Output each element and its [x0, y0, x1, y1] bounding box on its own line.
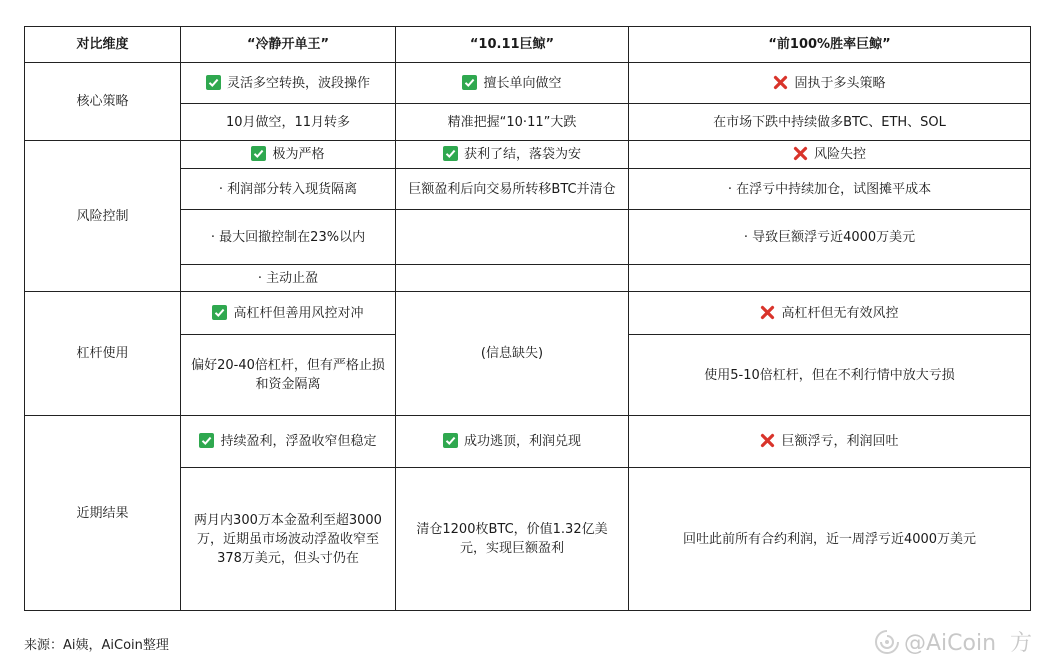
table-cell: (信息缺失) [396, 292, 629, 416]
table-cell [396, 210, 629, 265]
cell-text: 风险失控 [813, 147, 866, 162]
cross-icon [773, 75, 788, 90]
table-cell [629, 141, 1031, 169]
cross-icon [760, 433, 775, 448]
table-cell [396, 416, 629, 468]
leverage-summary-row [25, 292, 1031, 335]
header-trader-b: “10.11巨鲸” [396, 27, 629, 63]
table-cell: 两月内300万本金盈利至超3000万，近期虽市场波动浮盈收窄至378万美元，但头寸仍在 [181, 468, 396, 611]
table-cell [629, 63, 1031, 104]
result-summary-row [25, 416, 1031, 468]
aicoin-logo-icon [874, 629, 900, 655]
header-trader-a: “冷静开单王” [181, 27, 396, 63]
check-icon [206, 75, 221, 90]
table-cell [396, 141, 629, 169]
table-cell: 回吐此前所有合约利润，近一周浮亏近4000万美元 [629, 468, 1031, 611]
check-icon [251, 146, 266, 161]
cell-text: 获利了结，落袋为安 [463, 147, 581, 162]
table-cell [629, 292, 1031, 335]
table-cell: 清仓1200枚BTC，价值1.32亿美元，实现巨额盈利 [396, 468, 629, 611]
cell-text: 持续盈利，浮盈收窄但稳定 [220, 434, 377, 449]
risk-summary-row [25, 141, 1031, 169]
cell-text: 高杠杆但无有效风控 [781, 305, 899, 321]
table-cell [181, 292, 396, 335]
risk-label: 风险控制 [25, 141, 181, 292]
cell-text: 巨额浮亏，利润回吐 [781, 434, 899, 449]
table-cell: · 导致巨额浮亏近4000万美元 [629, 210, 1031, 265]
check-icon [212, 305, 227, 320]
table-cell [181, 141, 396, 169]
watermark-text: @AiCoin 方 [904, 631, 1033, 656]
table-cell: · 在浮亏中持续加仓，试图摊平成本 [629, 169, 1031, 210]
table-cell: · 利润部分转入现货隔离 [181, 169, 396, 210]
check-icon [443, 433, 458, 448]
table-cell: 10月做空，11月转多 [181, 104, 396, 141]
cross-icon [760, 305, 775, 320]
cell-text: 成功逃顶，利润兑现 [463, 434, 581, 449]
cell-text: 高杠杆但善用风控对冲 [233, 305, 364, 321]
cell-text: 固执于多头策略 [794, 75, 886, 91]
header-row [25, 27, 1031, 63]
cell-text: 擅长单向做空 [483, 75, 562, 91]
table-cell: · 主动止盈 [181, 265, 396, 292]
table-cell: 偏好20-40倍杠杆，但有严格止损和资金隔离 [181, 335, 396, 416]
table-cell: · 最大回撤控制在23%以内 [181, 210, 396, 265]
table-cell: 在市场下跌中持续做多BTC、ETH、SOL [629, 104, 1031, 141]
table-cell [396, 265, 629, 292]
comparison-table [24, 26, 1031, 611]
cross-icon [793, 146, 808, 161]
table-cell [629, 265, 1031, 292]
check-icon [443, 146, 458, 161]
check-icon [199, 433, 214, 448]
watermark [874, 626, 1032, 657]
strategy-label: 核心策略 [25, 63, 181, 141]
cell-text: 极为严格 [272, 147, 325, 162]
cell-text: 灵活多空转换，波段操作 [226, 75, 370, 91]
source-caption: 来源：Ai姨，AiCoin整理 [24, 638, 169, 653]
strategy-summary-row [25, 63, 1031, 104]
leverage-label: 杠杆使用 [25, 292, 181, 416]
table-cell: 精准把握“10·11”大跌 [396, 104, 629, 141]
result-label: 近期结果 [25, 416, 181, 611]
table-cell: 巨额盈利后向交易所转移BTC并清仓 [396, 169, 629, 210]
table-cell [181, 63, 396, 104]
table-cell: 使用5-10倍杠杆，但在不利行情中放大亏损 [629, 335, 1031, 416]
header-trader-c: “前100%胜率巨鲸” [629, 27, 1031, 63]
table-cell [629, 416, 1031, 468]
header-dimension: 对比维度 [25, 27, 181, 63]
table-cell [181, 416, 396, 468]
check-icon [462, 75, 477, 90]
table-cell [396, 63, 629, 104]
